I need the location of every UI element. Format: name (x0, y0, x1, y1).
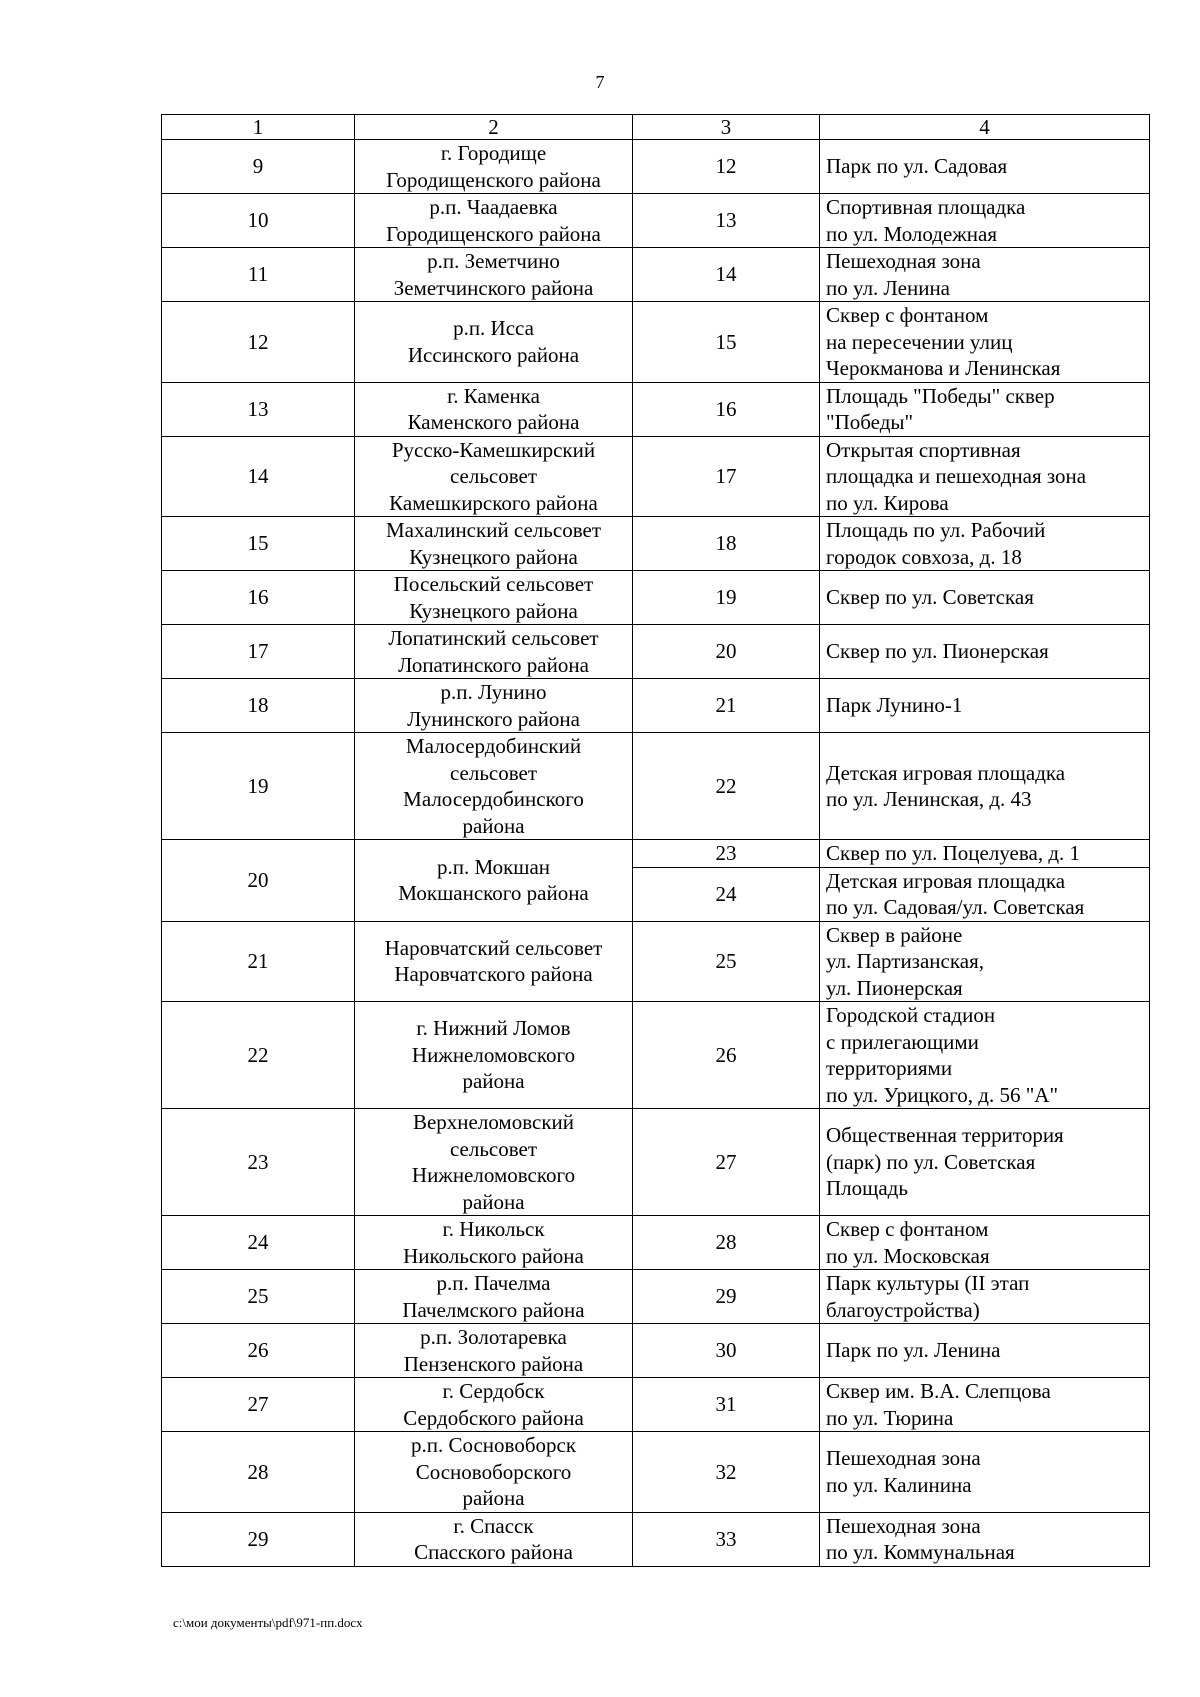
area-name-cell: Посельский сельсовет Кузнецкого района (355, 571, 633, 625)
row-number-cell: 25 (162, 1270, 355, 1324)
area-name-cell: р.п. Мокшан Мокшанского района (355, 840, 633, 922)
row-number-cell: 29 (162, 1512, 355, 1566)
table-row (162, 140, 1150, 194)
object-number-cell: 30 (633, 1324, 820, 1378)
object-number-cell: 18 (633, 517, 820, 571)
object-number-cell: 22 (633, 733, 820, 840)
row-number-cell: 10 (162, 194, 355, 248)
object-description-cell: Сквер по ул. Пионерская (820, 625, 1150, 679)
object-number-cell: 28 (633, 1216, 820, 1270)
object-description-cell: Пешеходная зона по ул. Калинина (820, 1432, 1150, 1513)
object-number-cell: 20 (633, 625, 820, 679)
object-number-cell: 26 (633, 1002, 820, 1109)
area-name-cell: Махалинский сельсовет Кузнецкого района (355, 517, 633, 571)
table-row (162, 1432, 1150, 1513)
table-row (162, 1324, 1150, 1378)
table-row (162, 517, 1150, 571)
row-number-cell: 18 (162, 679, 355, 733)
table-row (162, 436, 1150, 517)
row-number-cell: 22 (162, 1002, 355, 1109)
object-description-cell: Сквер с фонтаном на пересечении улиц Черокманова и Ленинская (820, 302, 1150, 383)
object-description-cell: Сквер по ул. Советская (820, 571, 1150, 625)
object-description-cell: Парк Лунино-1 (820, 679, 1150, 733)
table-row (162, 1002, 1150, 1109)
municipal-areas-table (161, 114, 1150, 1567)
table-header-row (162, 115, 1150, 140)
table-row (162, 625, 1150, 679)
area-name-cell: р.п. Сосновоборск Сосновоборского района (355, 1432, 633, 1513)
area-name-cell: р.п. Земетчино Земетчинского района (355, 248, 633, 302)
object-number-cell: 17 (633, 436, 820, 517)
object-description-cell: Парк по ул. Ленина (820, 1324, 1150, 1378)
page-number: 7 (595, 72, 605, 92)
row-number-cell: 9 (162, 140, 355, 194)
object-number-cell: 33 (633, 1512, 820, 1566)
object-description-cell: Сквер им. В.А. Слепцова по ул. Тюрина (820, 1378, 1150, 1432)
area-name-cell: р.п. Чаадаевка Городищенского района (355, 194, 633, 248)
area-name-cell: Малосердобинский сельсовет Малосердобинского района (355, 733, 633, 840)
object-number-cell: 14 (633, 248, 820, 302)
area-name-cell: Верхнеломовский сельсовет Нижнеломовского района (355, 1109, 633, 1216)
row-number-cell: 27 (162, 1378, 355, 1432)
row-number-cell: 16 (162, 571, 355, 625)
object-description-cell: Парк культуры (II этап благоустройства) (820, 1270, 1150, 1324)
row-number-cell: 23 (162, 1109, 355, 1216)
object-number-cell: 13 (633, 194, 820, 248)
area-name-cell: р.п. Пачелма Пачелмского района (355, 1270, 633, 1324)
table-row (162, 302, 1150, 383)
table-row (162, 248, 1150, 302)
table-row (162, 571, 1150, 625)
table-row (162, 1270, 1150, 1324)
area-name-cell: г. Никольск Никольского района (355, 1216, 633, 1270)
object-number-cell: 19 (633, 571, 820, 625)
object-description-cell: Пешеходная зона по ул. Коммунальная (820, 1512, 1150, 1566)
row-number-cell: 13 (162, 382, 355, 436)
row-number-cell: 26 (162, 1324, 355, 1378)
object-description-cell: Общественная территория (парк) по ул. Советская Площадь (820, 1109, 1150, 1216)
object-description-cell: Детская игровая площадка по ул. Садовая/ул. Советская (820, 867, 1150, 921)
table-row (162, 1216, 1150, 1270)
row-number-cell: 19 (162, 733, 355, 840)
object-description-cell: Детская игровая площадка по ул. Ленинская, д. 43 (820, 733, 1150, 840)
header-cell: 4 (820, 115, 1150, 140)
table-row (162, 733, 1150, 840)
object-number-cell: 12 (633, 140, 820, 194)
object-description-cell: Пешеходная зона по ул. Ленина (820, 248, 1150, 302)
object-number-cell: 23 (633, 840, 820, 868)
object-description-cell: Площадь "Победы" сквер "Победы" (820, 382, 1150, 436)
object-description-cell: Городской стадион с прилегающими территориями по ул. Урицкого, д. 56 "А" (820, 1002, 1150, 1109)
object-description-cell: Парк по ул. Садовая (820, 140, 1150, 194)
area-name-cell: г. Городище Городищенского района (355, 140, 633, 194)
area-name-cell: г. Сердобск Сердобского района (355, 1378, 633, 1432)
table-row (162, 921, 1150, 1002)
row-number-cell: 12 (162, 302, 355, 383)
object-number-cell: 15 (633, 302, 820, 383)
table-row (162, 194, 1150, 248)
object-number-cell: 24 (633, 867, 820, 921)
object-description-cell: Сквер с фонтаном по ул. Московская (820, 1216, 1150, 1270)
area-name-cell: р.п. Золотаревка Пензенского района (355, 1324, 633, 1378)
row-number-cell: 15 (162, 517, 355, 571)
object-number-cell: 21 (633, 679, 820, 733)
table-row (162, 1109, 1150, 1216)
object-number-cell: 32 (633, 1432, 820, 1513)
table-row (162, 840, 1150, 868)
area-name-cell: г. Спасск Спасского района (355, 1512, 633, 1566)
row-number-cell: 20 (162, 840, 355, 922)
table-row (162, 1378, 1150, 1432)
object-description-cell: Сквер по ул. Поцелуева, д. 1 (820, 840, 1150, 868)
table-row (162, 1512, 1150, 1566)
header-cell: 2 (355, 115, 633, 140)
object-number-cell: 29 (633, 1270, 820, 1324)
area-name-cell: г. Нижний Ломов Нижнеломовского района (355, 1002, 633, 1109)
object-description-cell: Спортивная площадка по ул. Молодежная (820, 194, 1150, 248)
object-description-cell: Площадь по ул. Рабочий городок совхоза, д. 18 (820, 517, 1150, 571)
area-name-cell: р.п. Лунино Лунинского района (355, 679, 633, 733)
area-name-cell: р.п. Исса Иссинского района (355, 302, 633, 383)
object-description-cell: Открытая спортивная площадка и пешеходная зона по ул. Кирова (820, 436, 1150, 517)
row-number-cell: 28 (162, 1432, 355, 1513)
area-name-cell: г. Каменка Каменского района (355, 382, 633, 436)
row-number-cell: 21 (162, 921, 355, 1002)
file-path-footer: c:\мои документы\pdf\971-пп.docx (173, 1615, 363, 1630)
row-number-cell: 11 (162, 248, 355, 302)
object-number-cell: 27 (633, 1109, 820, 1216)
area-name-cell: Русско-Камешкирский сельсовет Камешкирского района (355, 436, 633, 517)
area-name-cell: Лопатинский сельсовет Лопатинского района (355, 625, 633, 679)
row-number-cell: 24 (162, 1216, 355, 1270)
object-number-cell: 16 (633, 382, 820, 436)
header-cell: 1 (162, 115, 355, 140)
row-number-cell: 17 (162, 625, 355, 679)
table-row (162, 382, 1150, 436)
header-cell: 3 (633, 115, 820, 140)
row-number-cell: 14 (162, 436, 355, 517)
table-row (162, 679, 1150, 733)
area-name-cell: Наровчатский сельсовет Наровчатского района (355, 921, 633, 1002)
object-number-cell: 31 (633, 1378, 820, 1432)
object-description-cell: Сквер в районе ул. Партизанская, ул. Пионерская (820, 921, 1150, 1002)
object-number-cell: 25 (633, 921, 820, 1002)
